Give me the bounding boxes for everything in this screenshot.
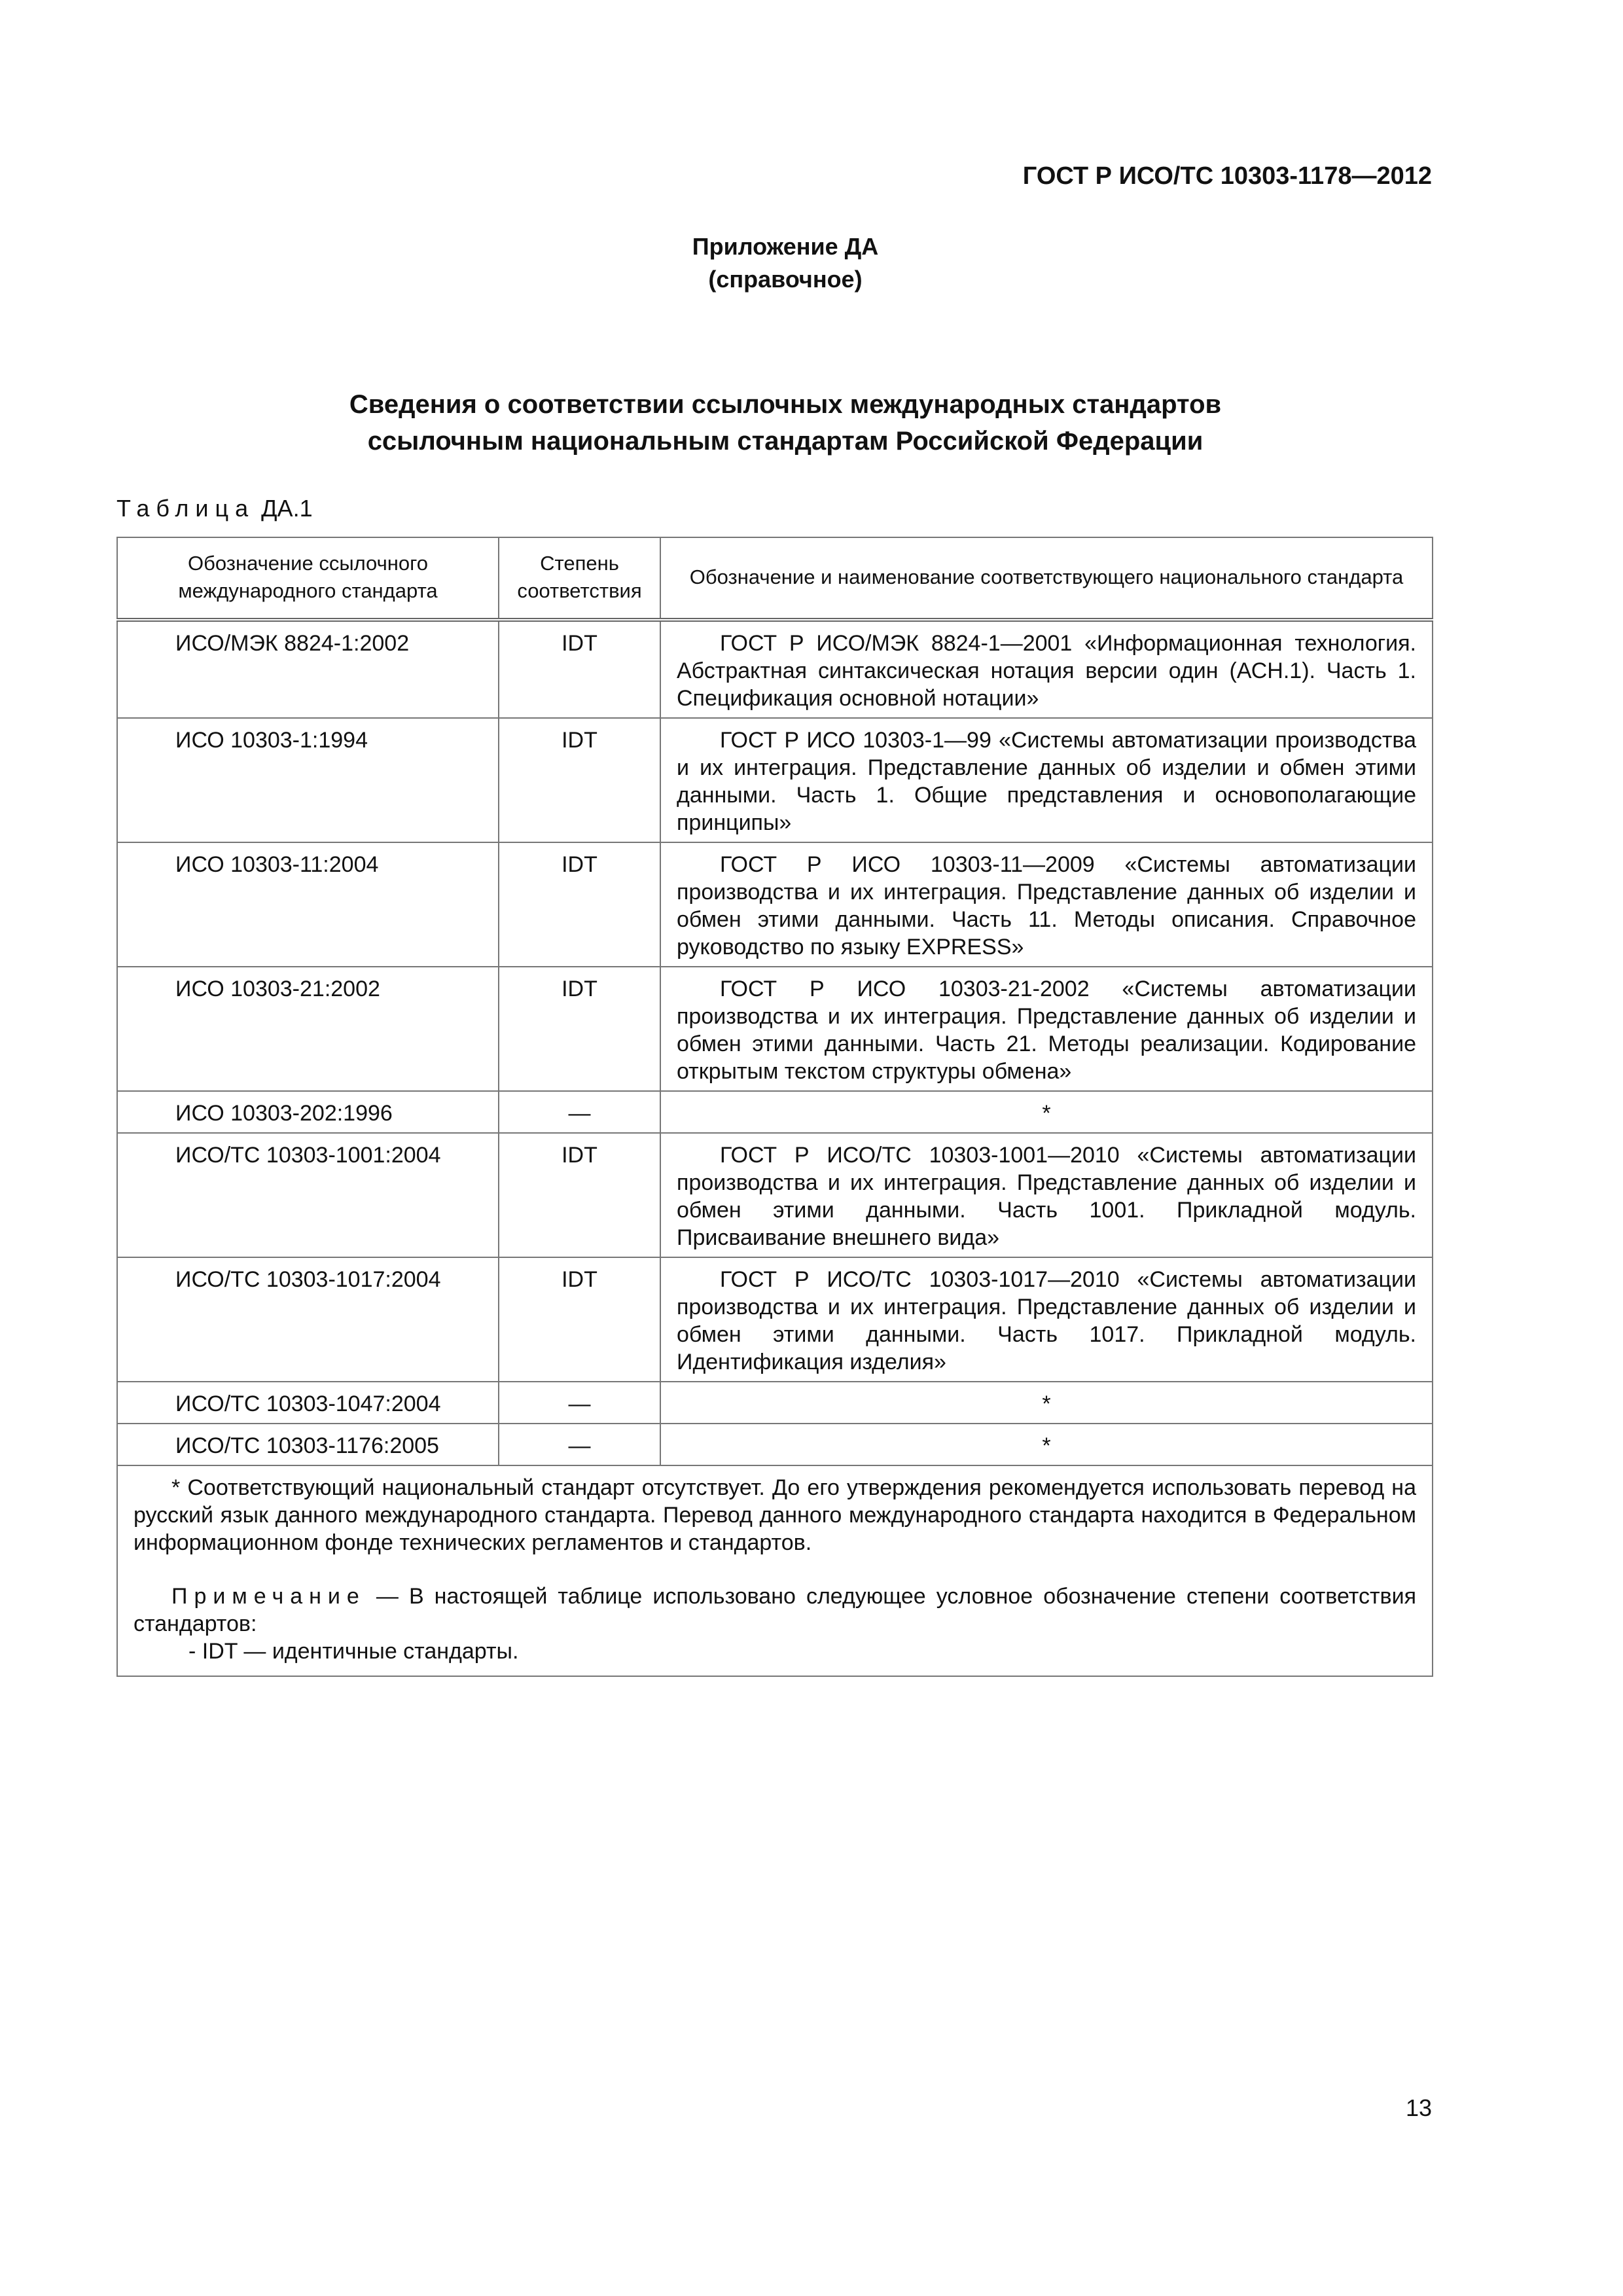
cell-degree: IDT (499, 842, 660, 967)
page-title-line-2: ссылочным национальным стандартам Российской Федерации (367, 427, 1204, 456)
page-number: 13 (1405, 2094, 1432, 2121)
cell-international-standard: ИСО/ТС 10303-1001:2004 (117, 1133, 499, 1257)
national-standard-text: ГОСТ Р ИСО/МЭК 8824-1—2001 «Информационная технология. Абстрактная синтаксическая нотация версии один (АСН.1). Часть 1. Спецификация основной нотации» (677, 631, 1416, 711)
header-degree: Степень соответствия (499, 537, 660, 620)
cell-international-standard: ИСО 10303-202:1996 (117, 1091, 499, 1133)
cell-international-standard: ИСО/ТС 10303-1047:2004 (117, 1382, 499, 1424)
cell-degree: IDT (499, 620, 660, 718)
header-international-standard: Обозначение ссылочного международного стандарта (117, 537, 499, 620)
table-caption-number: ДА.1 (261, 495, 313, 522)
annex-heading (0, 230, 1571, 296)
cell-international-standard: ИСО 10303-11:2004 (117, 842, 499, 967)
table-row (117, 718, 1433, 842)
cell-national-standard (660, 718, 1433, 842)
national-standard-text: ГОСТ Р ИСО 10303-21-2002 «Системы автоматизации производства и их интеграция. Представление данных об изделии и обмен этими данными. Часть 21. Методы реализации. Кодирование открытым текстом структуры обмена» (677, 977, 1416, 1084)
cell-degree: IDT (499, 967, 660, 1091)
table-row (117, 842, 1433, 967)
note-text: — В настоящей таблице использовано следующее условное обозначение степени соответствия стандартов: (134, 1584, 1416, 1636)
national-standard-text: ГОСТ Р ИСО 10303-1—99 «Системы автоматизации производства и их интеграция. Представление данных об изделии и обмен этими данными. Часть 1. Общие представления и основополагающие принципы» (677, 728, 1416, 835)
cell-international-standard: ИСО/ТС 10303-1017:2004 (117, 1257, 499, 1382)
national-standard-text: ГОСТ Р ИСО/ТС 10303-1001—2010 «Системы автоматизации производства и их интеграция. Представление данных об изделии и обмен этими данными. Часть 1001. Прикладной модуль. Присваивание внешнего вида» (677, 1143, 1416, 1250)
cell-degree: — (499, 1382, 660, 1424)
table-row (117, 1382, 1433, 1424)
correspondence-table (116, 537, 1433, 1677)
table-header-row (117, 537, 1433, 620)
page-title-line-1: Сведения о соответствии ссылочных международных стандартов (349, 390, 1222, 419)
cell-international-standard: ИСО 10303-1:1994 (117, 718, 499, 842)
cell-degree: IDT (499, 1257, 660, 1382)
cell-national-standard: * (660, 1424, 1433, 1465)
cell-degree: IDT (499, 1133, 660, 1257)
table-footer-row (117, 1465, 1433, 1676)
cell-degree: — (499, 1091, 660, 1133)
cell-degree: — (499, 1424, 660, 1465)
document-code: ГОСТ Р ИСО/ТС 10303-1178—2012 (1022, 162, 1432, 190)
table-row (117, 1133, 1433, 1257)
note-label: Примечание (171, 1584, 366, 1609)
cell-national-standard (660, 967, 1433, 1091)
national-standard-text: ГОСТ Р ИСО 10303-11—2009 «Системы автоматизации производства и их интеграция. Представление данных об изделии и обмен этими данными. Часть 11. Методы описания. Справочное руководство по языку EXPRESS» (677, 852, 1416, 960)
correspondence-table-wrapper (116, 537, 1432, 1677)
header-national-standard: Обозначение и наименование соответствующего национального стандарта (660, 537, 1433, 620)
note-list-item: - IDT — идентичные стандарты. (188, 1639, 519, 1664)
table-row (117, 1257, 1433, 1382)
table-caption-word: Таблица (116, 495, 255, 522)
national-standard-text: ГОСТ Р ИСО/ТС 10303-1017—2010 «Системы автоматизации производства и их интеграция. Представление данных об изделии и обмен этими данными. Часть 1017. Прикладной модуль. Идентификация изделия» (677, 1267, 1416, 1374)
table-row (117, 1091, 1433, 1133)
cell-national-standard: * (660, 1091, 1433, 1133)
footnote: * Соответствующий национальный стандарт отсутствует. До его утверждения рекомендуется использовать перевод на русский язык данного международного стандарта. Перевод данного международного стандарта находится в Федеральном информационном фонде технических регламентов и стандартов. (134, 1475, 1416, 1555)
cell-national-standard (660, 842, 1433, 967)
table-caption (116, 495, 313, 522)
cell-national-standard: * (660, 1382, 1433, 1424)
cell-international-standard: ИСО/ТС 10303-1176:2005 (117, 1424, 499, 1465)
table-row (117, 967, 1433, 1091)
note (134, 1583, 1416, 1638)
table-row (117, 1424, 1433, 1465)
annex-subtitle: (справочное) (708, 266, 863, 293)
table-row (117, 620, 1433, 718)
cell-national-standard (660, 1257, 1433, 1382)
cell-international-standard: ИСО 10303-21:2002 (117, 967, 499, 1091)
page-title (0, 386, 1571, 459)
table-footer (117, 1465, 1433, 1676)
cell-international-standard: ИСО/МЭК 8824-1:2002 (117, 620, 499, 718)
cell-degree: IDT (499, 718, 660, 842)
cell-national-standard (660, 1133, 1433, 1257)
annex-title: Приложение ДА (692, 233, 879, 260)
cell-national-standard (660, 620, 1433, 718)
